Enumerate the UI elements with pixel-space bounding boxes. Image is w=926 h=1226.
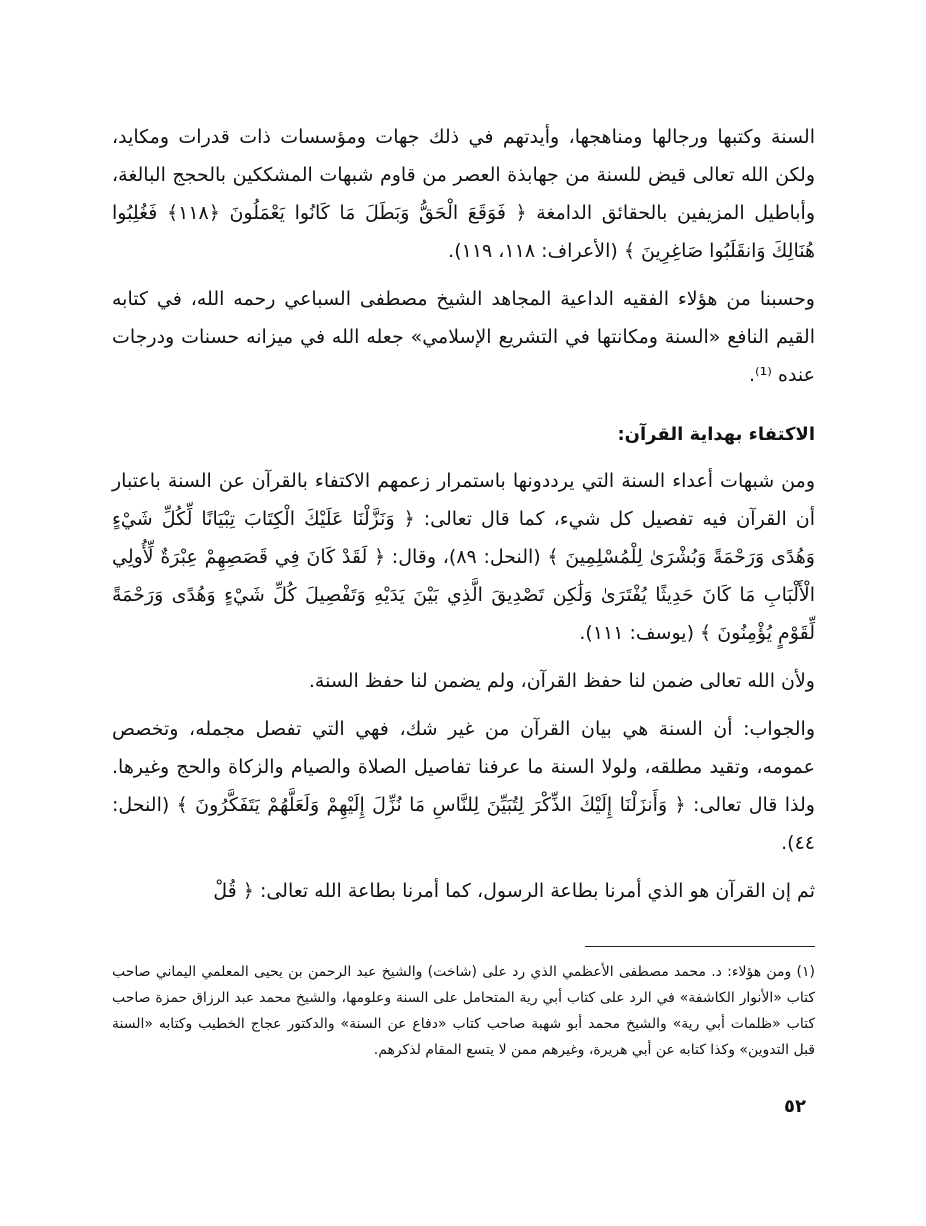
paragraph-answer: والجواب: أن السنة هي بيان القرآن من غير شك، فهي التي تفصل مجمله، وتخصص عمومه، وتقيد مطلقه، ولولا السنة ما عرفنا تفاصيل الصلاة والصيام والزكاة والحج وغيرها. ولذا قال تعالى: ﴿ وَأَنزَلْنَا إِلَيْكَ الذِّكْرَ لِتُبَيِّنَ لِلنَّاسِ مَا نُزِّلَ إِلَيْهِمْ وَلَعَلَّهُمْ يَتَفَكَّرُونَ ﴾ (النحل: ٤٤).	[112, 718, 815, 854]
footnote-divider	[585, 946, 815, 947]
paragraph-obedience: ثم إن القرآن هو الذي أمرنا بطاعة الرسول، كما أمرنا بطاعة الله تعالى: ﴿ قُلْ	[213, 880, 815, 902]
paragraph-preservation: ولأن الله تعالى ضمن لنا حفظ القرآن، ولم يضمن لنا حفظ السنة.	[308, 670, 815, 692]
section-heading: الاكتفاء بهداية القرآن:	[617, 424, 815, 445]
page-number: ٥٢	[784, 1096, 806, 1117]
paragraph-intro: السنة وكتبها ورجالها ومناهجها، وأيدتهم في ذلك جهات ومؤسسات ذات قدرات ومكايد، ولكن الله تعالى قيض للسنة من جهابذة العصر من قاوم شبهات المشككين بالحجج البالغة، وأباطيل المزيفين بالحقائق الدامغة ﴿ فَوَقَعَ الْحَقُّ وَبَطَلَ مَا كَانُوا يَعْمَلُونَ ﴿١١٨﴾ فَغُلِبُوا هُنَالِكَ وَانقَلَبُوا صَاغِرِينَ ﴾ (الأعراف: ١١٨، ١١٩).	[112, 126, 815, 262]
paragraph-doubts: ومن شبهات أعداء السنة التي يرددونها باستمرار زعمهم الاكتفاء بالقرآن عن السنة باعتبار أن القرآن فيه تفصيل كل شيء، كما قال تعالى: ﴿ وَنَزَّلْنَا عَلَيْكَ الْكِتَابَ تِبْيَانًا لِّكُلِّ شَيْءٍ وَهُدًى وَرَحْمَةً وَبُشْرَىٰ لِلْمُسْلِمِينَ ﴾ (النحل: ٨٩)، وقال: ﴿ لَقَدْ كَانَ فِي قَصَصِهِمْ عِبْرَةٌ لِّأُولِي الْأَلْبَابِ مَا كَانَ حَدِيثًا يُفْتَرَىٰ وَلَٰكِن تَصْدِيقَ الَّذِي بَيْنَ يَدَيْهِ وَتَفْصِيلَ كُلِّ شَيْءٍ وَهُدًى وَرَحْمَةً لِّقَوْمٍ يُؤْمِنُونَ ﴾ (يوسف: ١١١).	[112, 470, 815, 644]
page-body	[112, 118, 815, 1063]
paragraph-sibai: وحسبنا من هؤلاء الفقيه الداعية المجاهد الشيخ مصطفى السباعي رحمه الله، في كتابه القيم النافع «السنة ومكانتها في التشريع الإسلامي» جعله الله في ميزانه حسنات ودرجات عنده ⁽¹⁾.	[112, 288, 815, 386]
footnote: (١) ومن هؤلاء: د. محمد مصطفى الأعظمي الذي رد على (شاخت) والشيخ عبد الرحمن بن يحيى المعلمي اليماني صاحب كتاب «الأنوار الكاشفة» في الرد على كتاب أبي رية المتحامل على السنة وعلومها، والشيخ محمد عبد الرزاق حمزة صاحب كتاب «ظلمات أبي رية» والشيخ محمد أبو شهبة صاحب كتاب «دفاع عن السنة» والدكتور عجاج الخطيب وكتابه «السنة قبل التدوين» وكذا كتابه عن أبي هريرة، وغيرهم ممن لا يتسع المقام لذكرهم.	[112, 964, 815, 1058]
